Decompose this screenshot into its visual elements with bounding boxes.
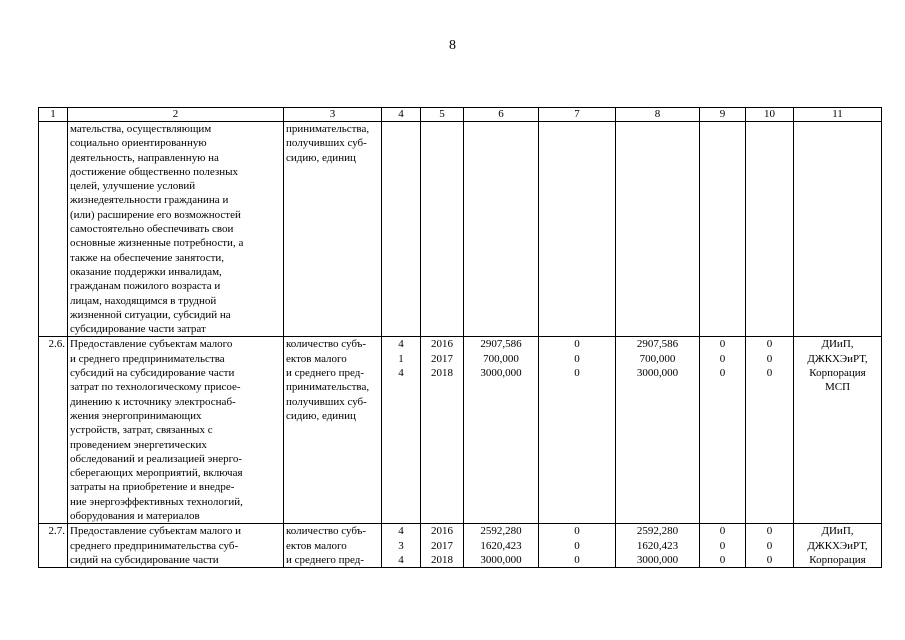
measure-name-cell xyxy=(68,524,284,568)
cell-line: динению к источнику электроснаб- xyxy=(70,395,236,408)
cell-line: мательства, осуществляющим xyxy=(70,123,212,135)
cell-line: 0 xyxy=(719,539,726,552)
cell-line: Корпорация xyxy=(809,553,866,566)
column-header: 1 xyxy=(39,108,68,122)
cell-line: 2907,586 xyxy=(636,338,679,351)
cell-line: затрат по технологическому присое- xyxy=(70,381,241,394)
cell-line: получивших суб- xyxy=(286,395,367,408)
cell-line: 0 xyxy=(574,352,580,365)
cell-line: ДЖКХЭиРТ, xyxy=(807,352,868,365)
cell-line: 3000,000 xyxy=(636,553,679,566)
cell-line: устройств, затрат, связанных с xyxy=(70,424,213,437)
column-header: 11 xyxy=(794,108,882,122)
cell-line: и среднего пред- xyxy=(286,553,364,566)
page-number: 8 xyxy=(449,38,456,53)
cell-line: 2592,280 xyxy=(480,525,522,538)
cell-line: 2592,280 xyxy=(636,525,679,538)
column-header: 6 xyxy=(464,108,539,122)
cell-line: проведением энергетических xyxy=(70,438,207,451)
cell-line: принимательства, xyxy=(286,381,370,394)
cell-line: ДИиП, xyxy=(821,525,854,538)
indicator-cell xyxy=(284,337,382,524)
cell-line: жизненной ситуации, субсидий на xyxy=(70,308,231,321)
cell-line: 700,000 xyxy=(483,352,519,365)
cell-line: ние энергоэффективных технологий, xyxy=(70,495,243,508)
cell-line: количество субъ- xyxy=(286,525,367,538)
executor-cell xyxy=(794,122,882,337)
executor-cell xyxy=(794,524,882,568)
local-budget-cell xyxy=(700,337,746,524)
cell-line: гражданам пожилого возраста и xyxy=(70,280,221,293)
cell-line: целей, улучшение условий xyxy=(70,180,196,193)
federal-budget-cell xyxy=(539,337,616,524)
cell-line: (или) расширение его возможностей xyxy=(70,208,241,221)
cell-line: ДИиП, xyxy=(821,338,854,351)
cell-line: достижение общественно полезных xyxy=(70,165,239,178)
column-header: 7 xyxy=(539,108,616,122)
cell-line: МСП xyxy=(824,381,851,394)
column-header: 5 xyxy=(421,108,464,122)
column-header: 8 xyxy=(616,108,700,122)
executor-cell xyxy=(794,337,882,524)
indicator-cell xyxy=(284,524,382,568)
cell-line: 4 xyxy=(398,553,404,566)
column-header: 2 xyxy=(68,108,284,122)
row-number-cell xyxy=(39,122,68,337)
cell-line: сидий на субсидирование части xyxy=(70,553,219,566)
cell-line: 2018 xyxy=(431,553,453,566)
cell-line: 3000,000 xyxy=(636,367,679,380)
federal-budget-cell xyxy=(539,122,616,337)
cell-line: 0 xyxy=(766,352,773,365)
measure-name-cell xyxy=(68,337,284,524)
row-number-cell: 2.6. xyxy=(39,337,68,524)
total-funding-cell xyxy=(464,122,539,337)
column-header: 9 xyxy=(700,108,746,122)
cell-line: субсидий на субсидирование части xyxy=(70,367,235,380)
cell-line: 0 xyxy=(766,367,773,380)
cell-line: 0 xyxy=(574,553,580,566)
other-sources-cell xyxy=(746,337,794,524)
indicator-cell xyxy=(284,122,382,337)
cell-line: получивших суб- xyxy=(286,137,367,150)
cell-line: оборудования и материалов xyxy=(70,510,200,523)
cell-line: лицам, находящимся в трудной xyxy=(70,294,217,307)
cell-line: затраты на приобретение и внедре- xyxy=(70,481,235,494)
cell-line: социально ориентированную xyxy=(70,137,207,150)
cell-line: 0 xyxy=(719,338,726,351)
cell-line: количество субъ- xyxy=(286,338,367,351)
cell-line: 0 xyxy=(766,539,773,552)
cell-line: 2017 xyxy=(431,352,453,365)
cell-line: и среднего предпринимательства xyxy=(70,352,225,365)
cell-line: жизнедеятельности гражданина и xyxy=(70,194,229,207)
cell-line: 1620,423 xyxy=(480,539,522,552)
cell-line: 4 xyxy=(398,338,404,351)
cell-line: Предоставление субъектам малого xyxy=(70,338,233,351)
local-budget-cell xyxy=(700,524,746,568)
column-header: 3 xyxy=(284,108,382,122)
other-sources-cell xyxy=(746,524,794,568)
cell-line: 1620,423 xyxy=(636,539,679,552)
table-row xyxy=(39,337,882,524)
cell-line: 3000,000 xyxy=(480,553,522,566)
indicator-value-cell xyxy=(382,122,421,337)
federal-budget-cell xyxy=(539,524,616,568)
cell-line: 0 xyxy=(766,553,773,566)
cell-line: деятельность, направленную на xyxy=(70,151,219,164)
cell-line: ектов малого xyxy=(286,539,347,552)
cell-line: 0 xyxy=(574,539,580,552)
table-row xyxy=(39,122,882,337)
data-table xyxy=(38,107,882,568)
cell-line: также на обеспечение занятости, xyxy=(70,251,225,264)
cell-line: 0 xyxy=(719,525,726,538)
indicator-value-cell xyxy=(382,337,421,524)
column-header: 4 xyxy=(382,108,421,122)
row-number-cell: 2.7. xyxy=(39,524,68,568)
cell-line: 2016 xyxy=(431,525,453,538)
indicator-value-cell xyxy=(382,524,421,568)
cell-line: 0 xyxy=(574,338,580,351)
regional-budget-cell xyxy=(616,122,700,337)
cell-line: 4 xyxy=(398,367,404,380)
table-row xyxy=(39,524,882,568)
cell-line: сидию, единиц xyxy=(286,409,356,422)
cell-line: 4 xyxy=(398,525,404,538)
cell-line: 2018 xyxy=(431,367,453,380)
cell-line: 2017 xyxy=(431,539,453,552)
cell-line: ДЖКХЭиРТ, xyxy=(807,539,868,552)
cell-line: принимательства, xyxy=(286,123,370,135)
cell-line: 0 xyxy=(766,338,773,351)
cell-line: 1 xyxy=(398,352,404,365)
total-funding-cell xyxy=(464,337,539,524)
cell-line: 0 xyxy=(574,525,580,538)
total-funding-cell xyxy=(464,524,539,568)
cell-line: субсидирование части затрат xyxy=(70,323,206,336)
cell-line: 0 xyxy=(719,553,726,566)
cell-line: 0 xyxy=(766,525,773,538)
regional-budget-cell xyxy=(616,524,700,568)
cell-line: среднего предпринимательства суб- xyxy=(70,539,239,552)
cell-line: обследований и реализацией энерго- xyxy=(70,452,243,465)
cell-line: 700,000 xyxy=(639,352,676,365)
cell-line: 3000,000 xyxy=(480,367,522,380)
local-budget-cell xyxy=(700,122,746,337)
cell-line: Предоставление субъектам малого и xyxy=(70,525,242,538)
cell-line: самостоятельно обеспечивать свои xyxy=(70,223,234,236)
cell-line: 0 xyxy=(719,367,726,380)
cell-line: и среднего пред- xyxy=(286,367,364,380)
cell-line: ектов малого xyxy=(286,352,347,365)
cell-line: сидию, единиц xyxy=(286,151,356,164)
other-sources-cell xyxy=(746,122,794,337)
cell-line: оказание поддержки инвалидам, xyxy=(70,265,222,278)
cell-line: жения энергопринимающих xyxy=(70,409,202,422)
column-header-row xyxy=(39,108,882,122)
measure-name-cell xyxy=(68,122,284,337)
cell-line: 2016 xyxy=(431,338,453,351)
cell-line: Корпорация xyxy=(809,367,866,380)
cell-line: 2907,586 xyxy=(480,338,522,351)
year-cell xyxy=(421,524,464,568)
cell-line: основные жизненные потребности, а xyxy=(70,237,244,250)
cell-line: 3 xyxy=(398,539,404,552)
year-cell xyxy=(421,122,464,337)
cell-line: 0 xyxy=(719,352,726,365)
year-cell xyxy=(421,337,464,524)
column-header: 10 xyxy=(746,108,794,122)
cell-line: сберегающих мероприятий, включая xyxy=(70,467,243,480)
cell-line: 0 xyxy=(574,367,580,380)
regional-budget-cell xyxy=(616,337,700,524)
